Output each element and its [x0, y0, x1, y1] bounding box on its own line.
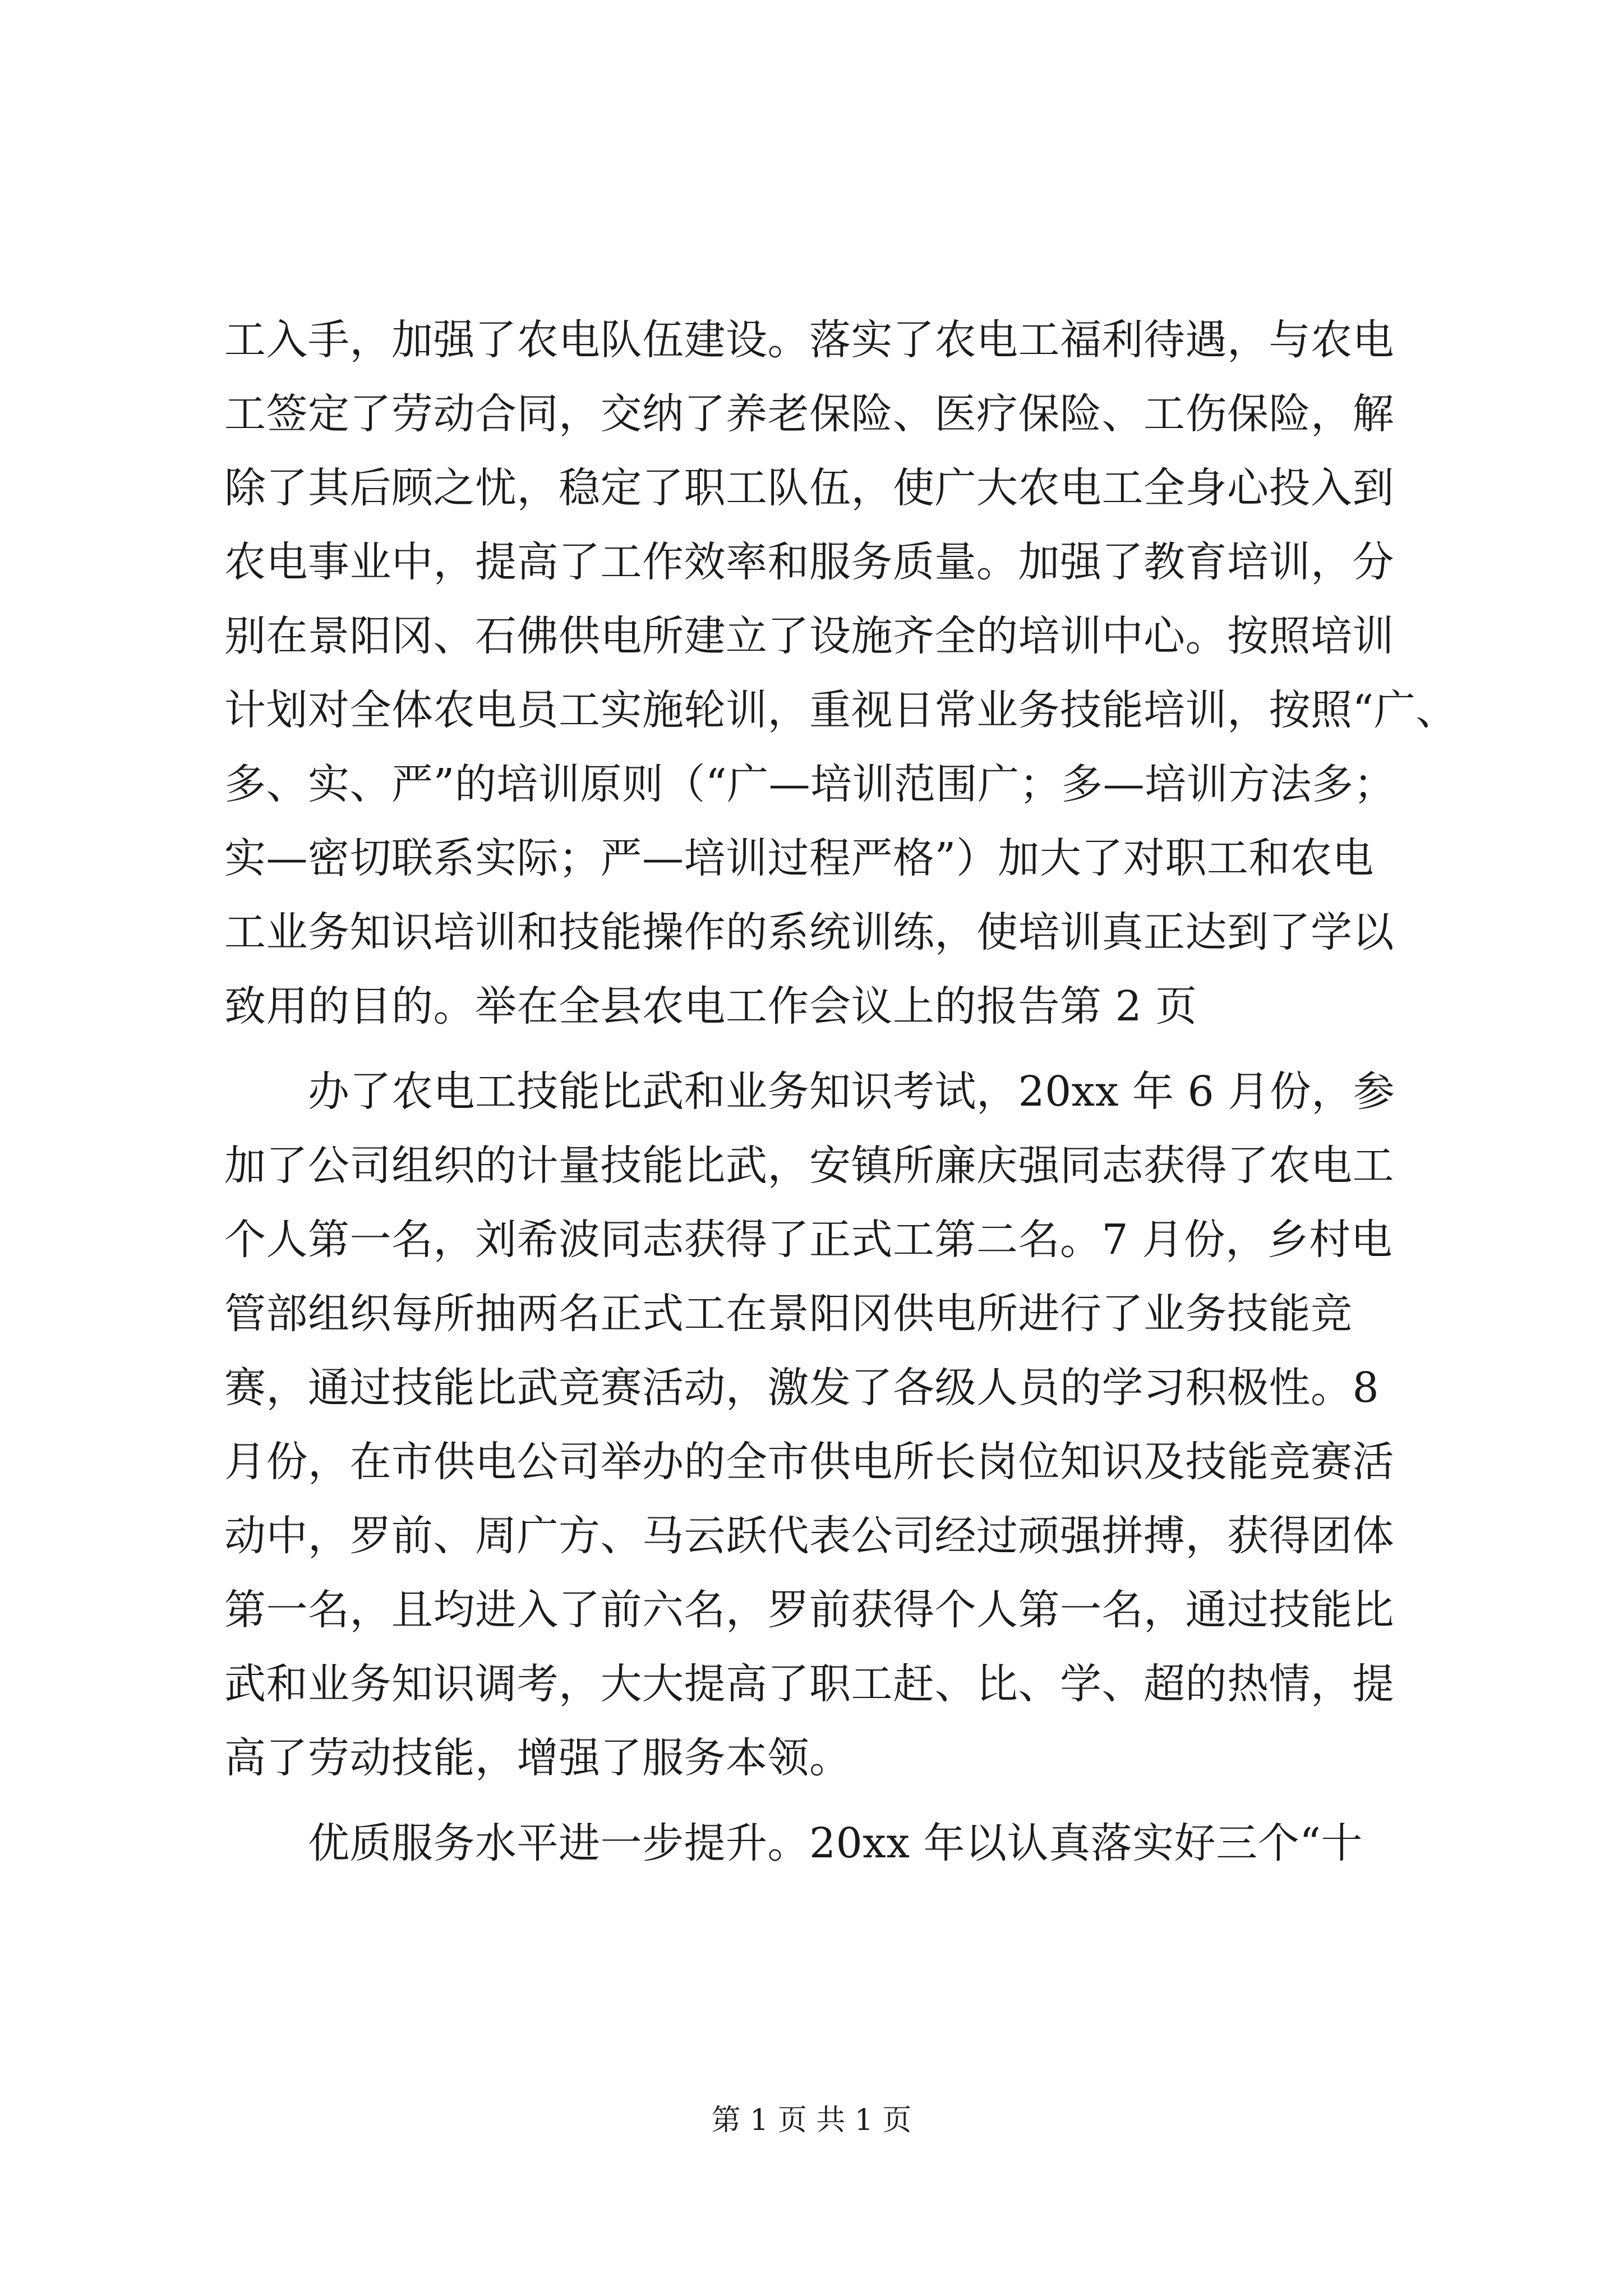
text-line: 管部组织每所抽两名正式工在景阳冈供电所进行了业务技能竞	[224, 1290, 1353, 1338]
text-line: 动中，罗前、周广方、马云跃代表公司经过顽强拼搏，获得团体	[224, 1512, 1394, 1560]
paragraph-spacer	[224, 1043, 1419, 1055]
text-line: 致用的目的。举在全县农电工作会议上的报告第 2 页	[224, 982, 1197, 1030]
text-line: 赛，通过技能比武竞赛活动，激发了各级人员的学习积极性。8	[224, 1364, 1380, 1412]
text-line: 个人第一名，刘希波同志获得了正式工第二名。7 月份，乡村电	[224, 1216, 1393, 1264]
paragraph-1	[224, 303, 1458, 1043]
text-line: 工业务知识培训和技能操作的系统训练，使培训真正达到了学以	[224, 908, 1394, 956]
page-footer: 第 1 页 共 1 页	[711, 2104, 912, 2137]
text-line: 除了其后顾之忧，稳定了职工队伍，使广大农电工全身心投入到	[224, 464, 1394, 512]
text-line: 月份，在市供电公司举办的全市供电所长岗位知识及技能竞赛活	[224, 1438, 1394, 1486]
text-line: 优质服务水平进一步提升。20xx 年以认真落实好三个“十	[224, 1819, 1363, 1867]
text-line: 农电事业中，提高了工作效率和服务质量。加强了教育培训，分	[224, 538, 1394, 586]
text-line: 计划对全体农电员工实施轮训，重视日常业务技能培训，按照“广、	[224, 686, 1458, 734]
text-line: 别在景阳冈、石佛供电所建立了设施齐全的培训中心。按照培训	[224, 612, 1394, 660]
paragraph-2	[224, 1055, 1419, 1795]
text-line: 工签定了劳动合同，交纳了养老保险、医疗保险、工伤保险，解	[224, 390, 1394, 438]
text-line: 高了劳动技能，增强了服务本领。	[224, 1734, 851, 1782]
text-line: 多、实、严”的培训原则（“广—培训范围广；多—培训方法多；	[224, 760, 1396, 808]
text-line: 加了公司组织的计量技能比武，安镇所廉庆强同志获得了农电工	[224, 1142, 1394, 1190]
paragraph-spacer	[224, 1795, 1419, 1806]
text-line: 实—密切联系实际；严—培训过程严格”）加大了对职工和农电	[224, 834, 1374, 882]
text-line: 办了农电工技能比武和业务知识考试，20xx 年 6 月份，参	[224, 1068, 1395, 1116]
paragraph-3	[224, 1806, 1419, 1880]
text-line: 武和业务知识调考，大大提高了职工赶、比、学、超的热情，提	[224, 1660, 1394, 1708]
text-line: 工入手，加强了农电队伍建设。落实了农电工福利待遇，与农电	[224, 316, 1394, 364]
text-line: 第一名，且均进入了前六名，罗前获得个人第一名，通过技能比	[224, 1586, 1394, 1634]
document-body	[224, 303, 1458, 1880]
